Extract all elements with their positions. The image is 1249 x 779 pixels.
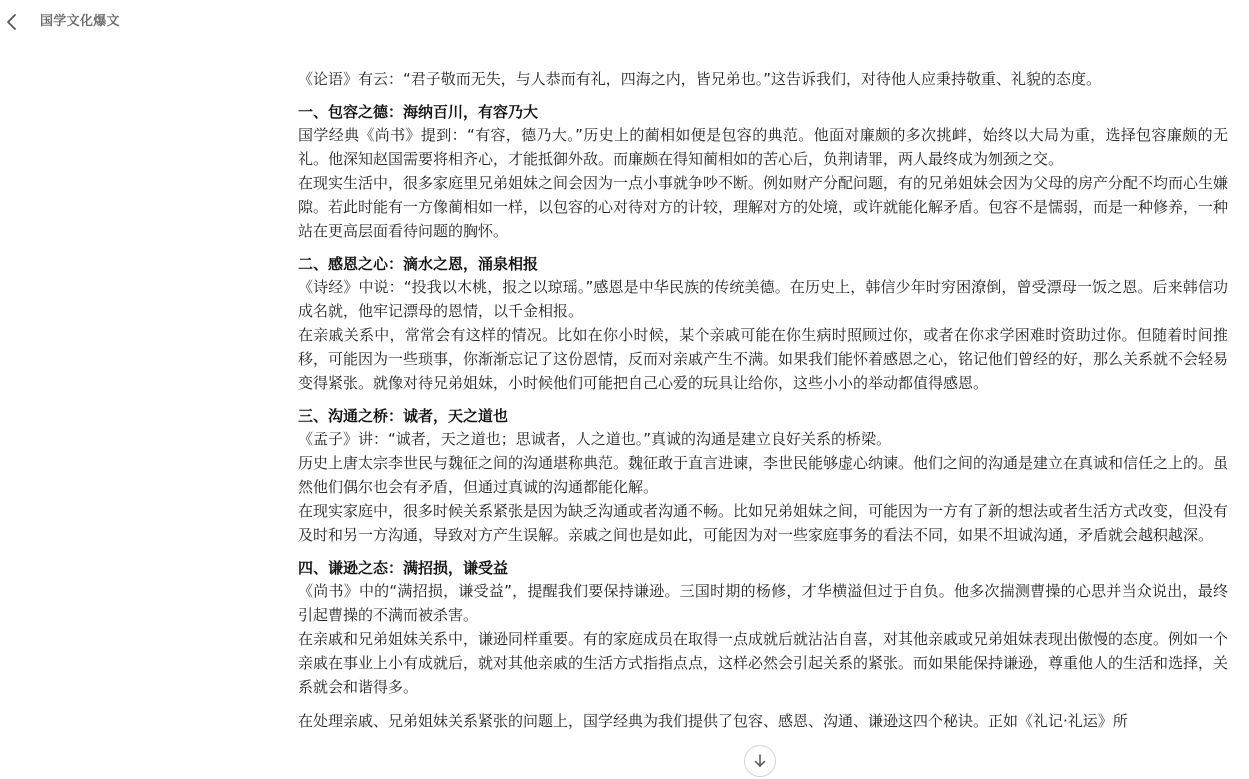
section-heading: 二、感恩之心：滴水之恩，涌泉相报 xyxy=(298,255,539,273)
section-heading: 一、包容之德：海纳百川，有容乃大 xyxy=(298,103,539,121)
paragraph: 《孟子》讲：“诚者，天之道也；思诚者，人之道也。”真诚的沟通是建立良好关系的桥梁。 xyxy=(298,430,892,448)
paragraph: 在亲戚和兄弟姐妹关系中，谦逊同样重要。有的家庭成员在取得一点成就后就沾沾自喜，对其他亲戚或兄弟姐妹表现出傲慢的态度。例如一个亲戚在事业上小有成就后，就对其他亲戚的生活方式指指点点，这样必然会引起关系的紧张。而如果能保持谦逊，尊重他人的生活和选择，关系就会和谐得多。 xyxy=(298,630,1229,696)
section-heading: 四、谦逊之态：满招损，谦受益 xyxy=(298,559,509,577)
intro-paragraph: 《论语》有云：“君子敬而无失，与人恭而有礼，四海之内，皆兄弟也。”这告诉我们，对待他人应秉持敬重、礼貌的态度。 xyxy=(298,70,1102,88)
top-bar xyxy=(0,0,1249,44)
paragraph: 《尚书》中的“满招损，谦受益”，提醒我们要保持谦逊。三国时期的杨修，才华横溢但过于自负。他多次揣测曹操的心思并当众说出，最终引起曹操的不满而被杀害。 xyxy=(298,582,1228,624)
paragraph: 在现实家庭中，很多时候关系紧张是因为缺乏沟通或者沟通不畅。比如兄弟姐妹之间，可能因为一方有了新的想法或者生活方式改变，但没有及时和另一方沟通，导致对方产生误解。亲戚之间也是如此，可能因为对一些家庭事务的看法不同，如果不坦诚沟通，矛盾就会越积越深。 xyxy=(298,502,1229,544)
paragraph: 历史上唐太宗李世民与魏征之间的沟通堪称典范。魏征敢于直言进谏，李世民能够虚心纳谏。他们之间的沟通是建立在真诚和信任之上的。虽然他们偶尔也会有矛盾，但通过真诚的沟通都能化解。 xyxy=(298,454,1229,496)
back-button[interactable] xyxy=(2,10,22,34)
page-title: 国学文化爆文 xyxy=(40,14,120,29)
section-heading: 三、沟通之桥：诚者，天之道也 xyxy=(298,407,509,425)
chevron-left-icon xyxy=(2,10,22,34)
paragraph: 在现实生活中，很多家庭里兄弟姐妹之间会因为一点小事就争吵不断。例如财产分配问题，有的兄弟姐妹会因为父母的房产分配不均而心生嫌隙。若此时能有一方像蔺相如一样，以包容的心对待对方的计较，理解对方的处境，或许就能化解矛盾。包容不是懦弱，而是一种修养，一种站在更高层面看待问题的胸怀。 xyxy=(298,174,1229,240)
scroll-down-button[interactable] xyxy=(744,745,776,777)
article-body xyxy=(298,67,1228,733)
trailing-paragraph: 在处理亲戚、兄弟姐妹关系紧张的问题上，国学经典为我们提供了包容、感恩、沟通、谦逊这四个秘诀。正如《礼记·礼运》所 xyxy=(298,712,1128,730)
paragraph: 国学经典《尚书》提到：“有容，德乃大。”历史上的蔺相如便是包容的典范。他面对廉颇的多次挑衅，始终以大局为重，选择包容廉颇的无礼。他深知赵国需要将相齐心，才能抵御外敌。而廉颇在得知蔺相如的苦心后，负荆请罪，两人最终成为刎颈之交。 xyxy=(298,126,1228,168)
arrow-down-circle-icon xyxy=(752,753,768,769)
paragraph: 《诗经》中说：“投我以木桃，报之以琼瑶。”感恩是中华民族的传统美德。在历史上，韩信少年时穷困潦倒，曾受漂母一饭之恩。后来韩信功成名就，他牢记漂母的恩情，以千金相报。 xyxy=(298,278,1228,320)
paragraph: 在亲戚关系中，常常会有这样的情况。比如在你小时候，某个亲戚可能在你生病时照顾过你，或者在你求学困难时资助过你。但随着时间推移，可能因为一些琐事，你渐渐忘记了这份恩情，反而对亲戚产生不满。如果我们能怀着感恩之心，铭记他们曾经的好，那么关系就不会轻易变得紧张。就像对待兄弟姐妹，小时候他们可能把自己心爱的玩具让给你，这些小小的举动都值得感恩。 xyxy=(298,326,1229,392)
